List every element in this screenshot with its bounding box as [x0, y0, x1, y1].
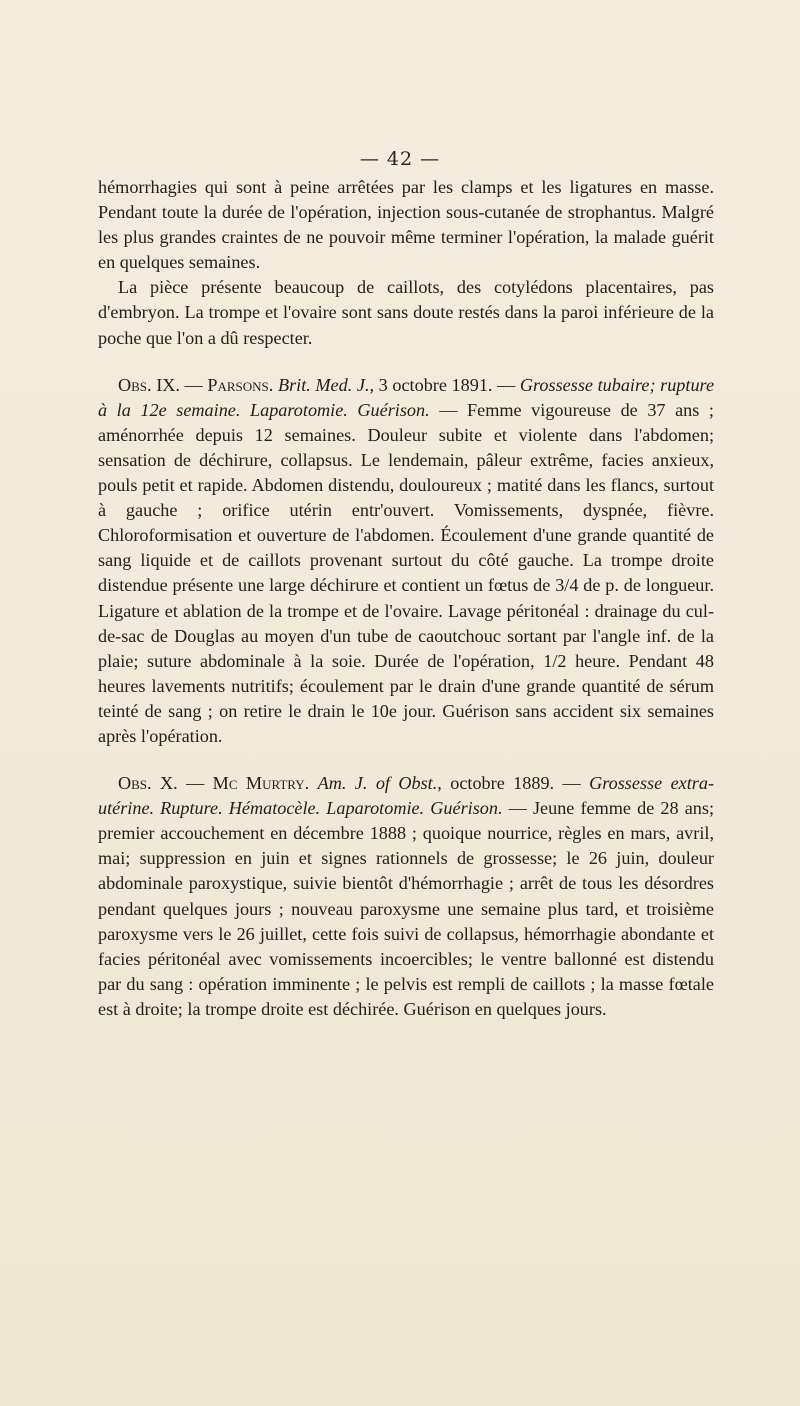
obs-dash: — [554, 773, 590, 794]
paragraph-specimen: La pièce présente beaucoup de caillots, des cotylédons placentaires, pas d'embryon. La trompe et l'ovaire sont sans doute restés dans la paroi inférieure de la poche que l'on a dû respecter. [98, 277, 714, 348]
obs-author: Mc Murtry. [212, 773, 310, 794]
obs-body: — Jeune femme de 28 ans; premier accouchement en décembre 1888 ; quoique nourrice, règles en mars, avril, mai; suppression en juin et signes rationnels de grossesse; le 26 juin, douleur abdominale paroxystique, suivie bientôt d'hémorrhagie ; arrêt de tous les désordres pendant quelques jours ; nouveau paroxysme une semaine plus tard, et troisième paroxysme vers le 26 juillet, cette fois suivi de collapsus, hémorrhagie abondante et facies péritonéal avec vomissements incoercibles; le ventre ballonné est distendu par du sang : opération imminente ; le pelvis est rempli de caillots ; la masse fœtale est à droite; la trompe droite est déchirée. Guérison en quelques jours. [98, 798, 714, 1019]
paragraph-continuation: hémorrhagies qui sont à peine arrêtées par les clamps et les ligatures en masse. Pendant toute la durée de l'opération, injection sous-cutanée de strophantus. Malgré les plus grandes craintes de ne pouvoir même terminer l'opération, la malade guérit en quelques semaines. [98, 177, 714, 273]
body-text [98, 175, 714, 1022]
obs-date: , octobre 1889. [437, 773, 555, 794]
obs-author: Parsons. [207, 374, 274, 395]
obs-title: Grossesse extra-utérine. Rupture. Hématocèle. Laparotomie. Guérison. [98, 773, 715, 819]
obs-date: , 3 octobre 1891. [369, 374, 493, 395]
obs-body: — Femme vigoureuse de 37 ans ; aménorrhée depuis 12 semaines. Douleur subite et violente dans l'abdomen; sensation de déchirure, collapsus. Le lendemain, pâleur extrême, facies anxieux, pouls petit et rapide. Abdomen distendu, douloureux ; matité dans les flancs, surtout à gauche ; orifice utérin entr'ouvert. Vomissements, dyspnée, fièvre. Chloroformisation et ouverture de l'abdomen. Écoulement d'une grande quantité de sang liquide et de caillots provenant surtout du côté gauche. La trompe droite distendue présente une large déchirure et contient un fœtus de 3/4 de p. de longueur. Ligature et ablation de la trompe et de l'ovaire. Lavage péritonéal : drainage du cul-de-sac de Douglas au moyen d'un tube de caoutchouc sortant par l'angle inf. de la plaie; suture abdominale à la soie. Durée de l'opération, 1/2 heure. Pendant 48 heures lavements nutritifs; écoulement par le drain d'une grande quantité de sérum teinté de sang ; on retire le drain le 10e jour. Guérison sans accident six semaines après l'opération. [98, 399, 714, 746]
obs-dash: — [177, 773, 213, 794]
obs-journal: Am. J. of Obst. [317, 773, 438, 794]
obs-journal: Brit. Med. J. [277, 374, 370, 395]
observation-9 [98, 373, 714, 749]
page-number: — 42 — [359, 148, 441, 170]
obs-title: Grossesse tubaire; rupture à la 12e semaine. Laparotomie. Guérison. [98, 374, 715, 420]
obs-dash: — [179, 374, 208, 395]
observation-10 [98, 771, 714, 1022]
obs-label: Obs. IX. [118, 374, 180, 395]
obs-label: Obs. X. [118, 773, 178, 794]
obs-dash: — [492, 374, 520, 395]
